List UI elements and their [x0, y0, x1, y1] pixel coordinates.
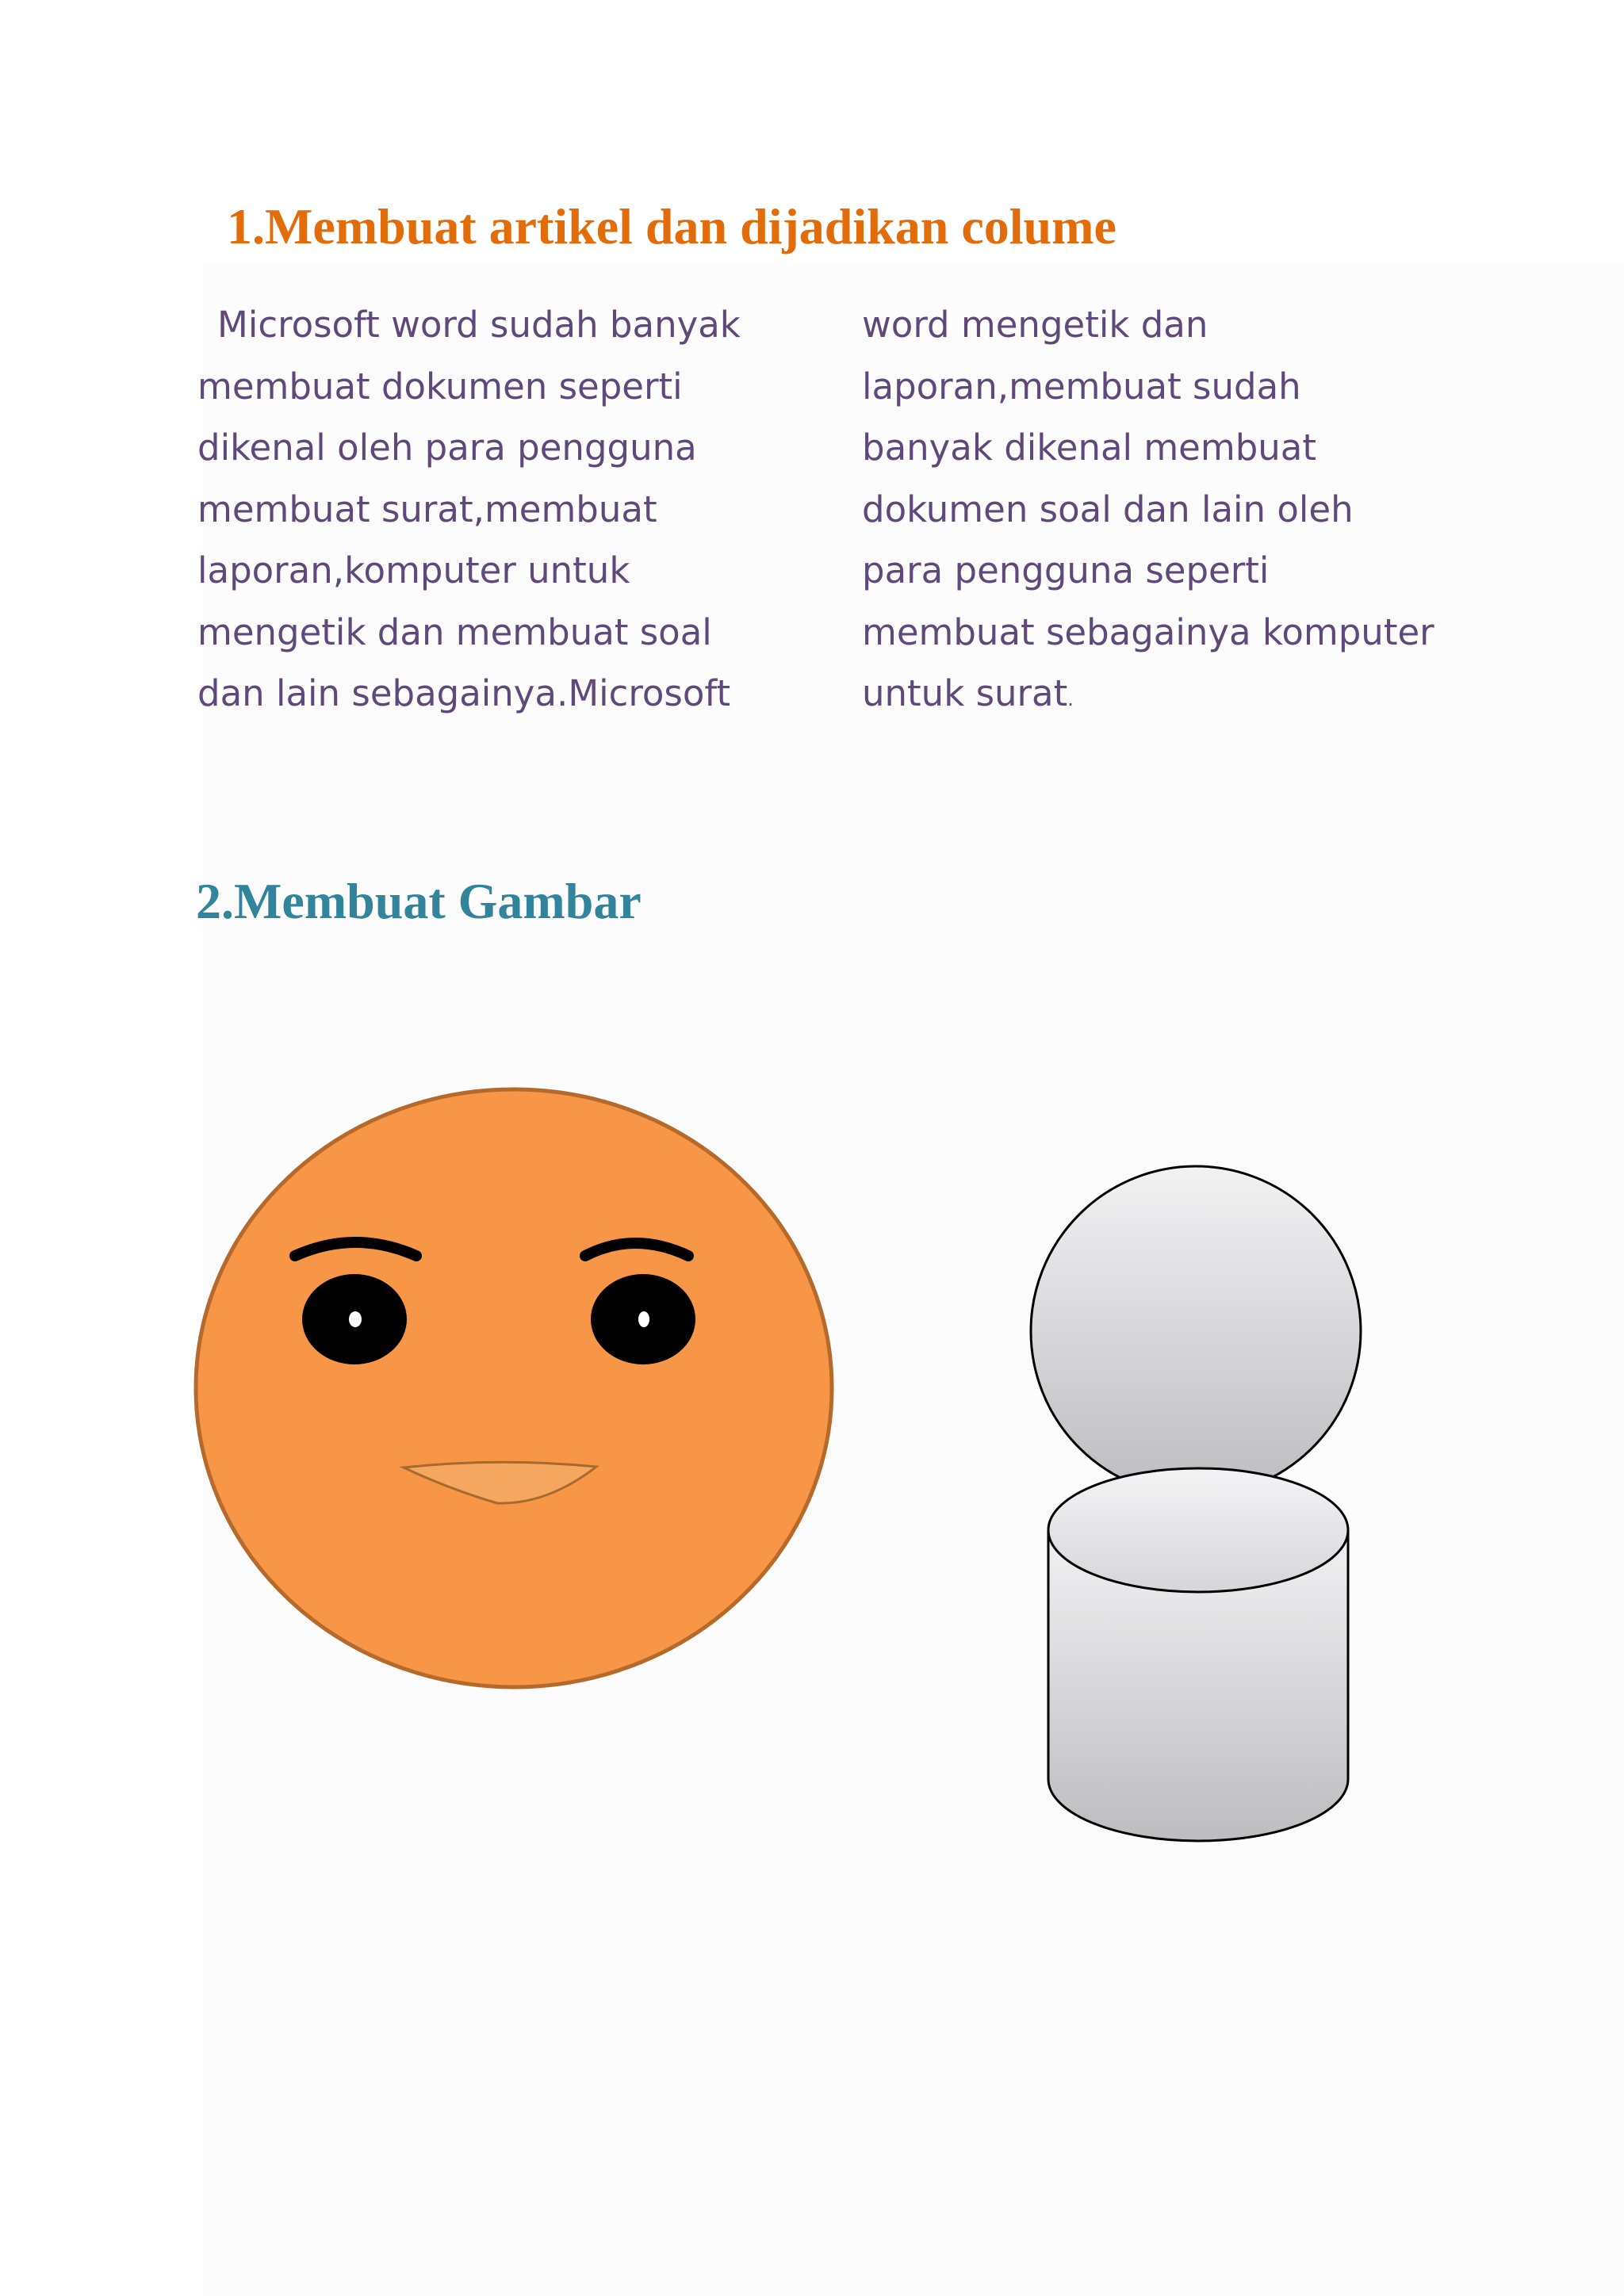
- paragraph-line: membuat surat,membuat: [197, 488, 657, 530]
- left-eye-highlight: [349, 1311, 362, 1327]
- paragraph-line: laporan,membuat sudah: [862, 365, 1301, 408]
- paragraph-line: membuat dokumen seperti: [197, 365, 683, 408]
- sphere-body: [1031, 1166, 1361, 1496]
- paragraph-line: word mengetik dan: [862, 304, 1208, 346]
- paragraph-text: untuk surat: [862, 672, 1068, 714]
- paragraph-line: para pengguna seperti: [862, 549, 1270, 591]
- paragraph-line: dikenal oleh para pengguna: [197, 427, 697, 469]
- paragraph-line: laporan,komputer untuk: [197, 549, 630, 591]
- paragraph-line: mengetik dan membuat soal: [197, 610, 712, 653]
- cylinder-top: [1048, 1468, 1348, 1592]
- smiley-face-drawing: [196, 1089, 832, 1687]
- cylinder-shape: [1048, 1468, 1348, 1841]
- paragraph-line: dokumen soal dan lain oleh: [862, 488, 1354, 530]
- paragraph-line: Microsoft word sudah banyak: [217, 304, 741, 346]
- right-eye-highlight: [638, 1311, 649, 1327]
- section-1-heading: 1.Membuat artikel dan dijadikan colume: [227, 198, 1116, 254]
- section-2-heading: 2.Membuat Gambar: [196, 873, 642, 929]
- face-circle: [196, 1089, 832, 1687]
- period-mark: .: [1067, 688, 1074, 710]
- sphere-shape: [1031, 1166, 1361, 1496]
- paragraph-line: dan lain sebagainya.Microsoft: [197, 672, 731, 714]
- paragraph-line: membuat sebagainya komputer: [862, 610, 1434, 653]
- paragraph-line: banyak dikenal membuat: [862, 427, 1317, 469]
